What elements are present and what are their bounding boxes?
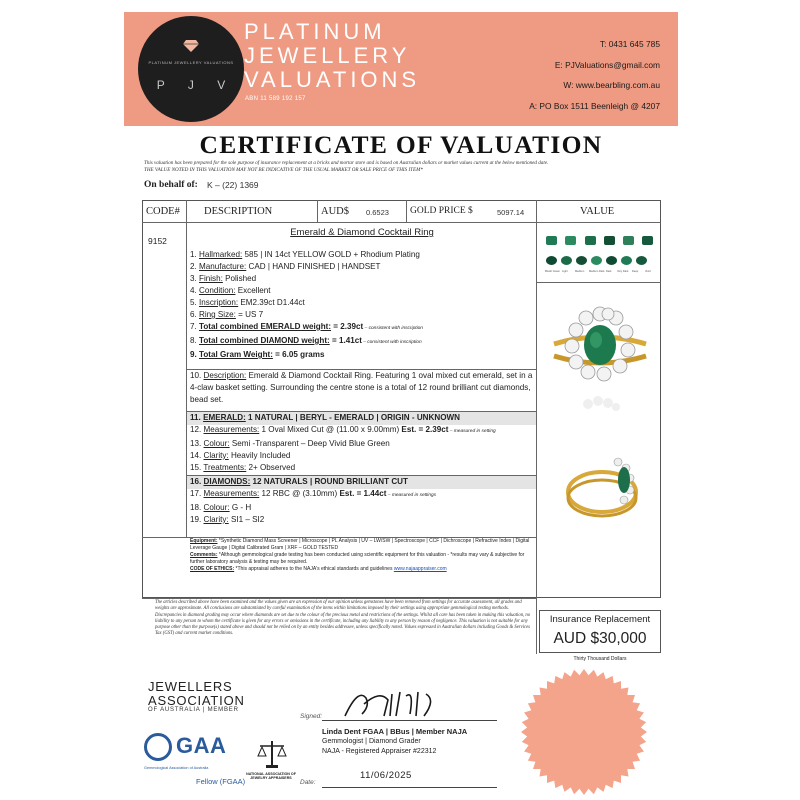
abn-number: ABN 11 589 192 157 [245, 96, 306, 102]
divider [536, 282, 661, 283]
emerald-swatch [623, 236, 634, 245]
swatch-label: Bluish Green [545, 270, 560, 273]
header-banner [124, 12, 678, 126]
disclaimer-line: THE VALUE NOTED IN THIS VALUATION MAY NOT BE INDICATIVE OF THE USUAL MARKET OR SALE PRICE OF THIS ITEM* [144, 166, 423, 173]
spec-line: 16. DIAMONDS: 12 NATURALS | ROUND BRILLIANT CUT [190, 477, 408, 486]
equipment-line: Equipment: *Synthetic Diamond Mass Screener | Microscope | PL Analysis | UV – LW/SW | Spectroscope | CCF | Dichroscope | Refractive Index | Digital Leverage Gauge | Digital Calibrated Gram | XRF – GOLD TESTED [190, 538, 530, 551]
swatch-label: Very Dark [617, 270, 629, 273]
divider [317, 200, 318, 222]
divider [536, 200, 537, 654]
certificate-title: CERTIFICATE OF VALUATION [199, 130, 603, 159]
gold-price-value: 5097.14 [497, 208, 525, 217]
emerald-swatch [604, 236, 615, 245]
naja-link[interactable]: www.najaappraiser.com [393, 566, 447, 572]
item-specs [190, 249, 423, 361]
jaa-line: JEWELLERS [148, 679, 233, 694]
col-description: DESCRIPTION [204, 206, 273, 217]
emerald-swatch [591, 256, 602, 265]
col-code: CODE# [146, 206, 180, 217]
brand-line: PLATINUM [244, 19, 386, 44]
swatch-label: Dark [606, 270, 612, 273]
spec-line: 12. Measurements: 1 Oval Mixed Cut @ (11.00 x 9.00mm) Est. = 2.39ct – measured in setting [190, 425, 496, 434]
emerald-swatch [636, 256, 647, 265]
gaa-fellow: Fellow (FGAA) [196, 777, 246, 786]
emerald-swatch [606, 256, 617, 265]
signature-line [322, 720, 497, 721]
postal-address: A: PO Box 1511 Beenleigh @ 4207 [529, 100, 660, 111]
spec-line: 18. Colour: G - H [190, 503, 252, 512]
spec-line: 19. Clarity: SI1 – SI2 [190, 515, 265, 524]
signature-image [340, 686, 450, 722]
diamond-specs [190, 476, 436, 526]
swatch-label: Medium [575, 270, 585, 273]
ring-side-view-image [560, 448, 650, 520]
signer-registration: NAJA - Registered Appraiser #22312 [322, 748, 437, 755]
ring-top-view-image [548, 300, 652, 390]
swatch-label: Medium Dark [589, 270, 605, 273]
spec-line: 15. Treatments: 2+ Observed [190, 463, 296, 472]
contact-details [529, 34, 660, 116]
brand-line: VALUATIONS [244, 67, 421, 92]
valuation-footnote: The articles described above have been examined and the values given are an expression of our opinion unless gemstones have been removed from settings for accurate assessment, all grades and weights are approximate. All conclusions are substantiated by careful examination of the items within limitations imposed by their settings using appropriate gemmological testing methods. Discrepancies in diamond grading may occur where diamonds are set due to the colour of the precious metal and restrictions of the settings. Whilst all care has been taken in making this valuation, no liability to any person to whom the certificate is given for any errors or omissions in the certificate, including any liability to any person by reason of negligence. This valuation is not suitable for any purpose other than the purpose(s) stated above and should not be relied on by an entity besides addressee, unless specifically noted. Values expressed in Australian dollars including Goods & Services Tax (GST) and current market conditions. [155, 600, 531, 637]
spec-line: 6. Ring Size: = US 7 [190, 310, 264, 319]
emerald-swatch [561, 256, 572, 265]
spec-line: 14. Clarity: Heavily Included [190, 451, 291, 460]
divider [142, 222, 661, 223]
logo-initials: P J V [156, 78, 236, 92]
aud-rate: 0.6523 [366, 208, 389, 217]
description-paragraph: 10. Description: Emerald & Diamond Cocktail Ring. Featuring 1 oval mixed cut emerald, set in a 4-claw basket setting. Surrounding the centre stone is a total of 12 round brilliant cut diamonds, bead set. [190, 371, 533, 404]
spec-line: 5. Inscription: EM2.39ct D1.44ct [190, 298, 305, 307]
phone: T: 0431 645 785 [599, 39, 660, 49]
emerald-specs [190, 412, 496, 474]
spec-line: 4. Condition: Excellent [190, 286, 271, 295]
spec-line: 1. Hallmarked: 585 | IN 14ct YELLOW GOLD + Rhodium Plating [190, 250, 420, 259]
spec-line: 11. EMERALD: 1 NATURAL | BERYL - EMERALD | ORIGIN - UNKNOWN [190, 413, 460, 422]
signer-title: Gemmologist | Diamond Grader [322, 738, 421, 745]
ring-reflection-image [570, 392, 630, 418]
insurance-value-words: Thirty Thousand Dollars [573, 656, 627, 662]
emerald-swatch [546, 236, 557, 245]
spec-line: 13. Colour: Semi -Transparent – Deep Vivid Blue Green [190, 439, 390, 448]
behalf-value: K – (22) 1369 [207, 180, 259, 190]
jaa-line: ASSOCIATION [148, 692, 245, 708]
ethics-line: CODE OF ETHICS: *This appraisal adheres to the NAJA's ethical standards and guidelines www.najaappraiser.com [190, 566, 447, 572]
signed-label: Signed: [300, 713, 323, 720]
swatch-label: Light [562, 270, 568, 273]
spec-line: 8. Total combined DIAMOND weight: = 1.41ct – consistent with inscription [190, 336, 422, 345]
col-value: VALUE [580, 206, 615, 217]
spec-line: 17. Measurements: 12 RBC @ (3.10mm) Est. = 1.44ct – measured in settings [190, 489, 437, 498]
spec-line: 7. Total combined EMERALD weight: = 2.39ct – consistent with inscription [190, 322, 423, 331]
brand-name [244, 20, 420, 92]
emerald-swatch [642, 236, 653, 245]
logo-subtitle: PLATINUM JEWELLERY VALUATIONS [148, 60, 234, 65]
emerald-swatch [565, 236, 576, 245]
spec-line: 3. Finish: Polished [190, 274, 257, 283]
disclaimer-line: This valuation has been prepared for the sole purpose of insurance replacement at a bricks and mortar store and is based on Australian dollars or market values current at the below mentioned date. [144, 160, 549, 166]
naja-label: NATIONAL ASSOCIATION OF JEWELRY APPRAISERS [246, 772, 296, 781]
brand-line: JEWELLERY [244, 43, 411, 68]
jaa-logo [148, 680, 245, 707]
spec-line: 9. Total Gram Weight: = 6.05 grams [190, 350, 325, 359]
date-value: 11/06/2025 [360, 770, 412, 781]
item-code: 9152 [148, 236, 167, 246]
signer-name: Linda Dent FGAA | BBus | Member NAJA [322, 727, 468, 736]
behalf-label: On behalf of: [144, 180, 198, 190]
valuation-disclaimer [144, 160, 664, 173]
comments-line: Comments: *Although gemmological grade testing has been conducted using scientific equipment for this valuation - *results may vary & subjective for further laboratory analysis & testing may be required. [190, 552, 525, 565]
jaa-member: OF AUSTRALIA | MEMBER [148, 707, 239, 713]
swatch-label: Deep [632, 270, 639, 273]
emerald-swatch [546, 256, 557, 265]
diamond-icon [183, 40, 199, 52]
gaa-subtitle: Gemmological Association of Australia [144, 766, 209, 770]
insurance-label: Insurance Replacement [549, 614, 651, 625]
emerald-swatch [585, 236, 596, 245]
equipment-notes [190, 538, 535, 573]
pjv-logo [138, 16, 244, 122]
emerald-swatch [576, 256, 587, 265]
gaa-logo: GAA [176, 733, 227, 758]
swatch-label: Vivid [645, 270, 651, 273]
date-label: Date: [300, 779, 316, 786]
naja-scales-icon [256, 738, 288, 770]
divider [406, 200, 407, 222]
insurance-value: AUD $30,000 [553, 630, 647, 647]
email[interactable]: E: PJValuations@gmail.com [554, 59, 660, 70]
seal-stamp [520, 668, 648, 796]
col-aud: AUD$ [321, 206, 349, 217]
col-gold-price: GOLD PRICE $ [410, 206, 473, 216]
website[interactable]: W: www.bearbling.com.au [563, 80, 660, 91]
divider [142, 598, 536, 599]
spec-line: 2. Manufacture: CAD | HAND FINISHED | HANDSET [190, 262, 381, 271]
emerald-swatch [621, 256, 632, 265]
gaa-emblem-icon [144, 733, 172, 761]
item-title: Emerald & Diamond Cocktail Ring [290, 227, 434, 238]
date-line [322, 787, 497, 788]
